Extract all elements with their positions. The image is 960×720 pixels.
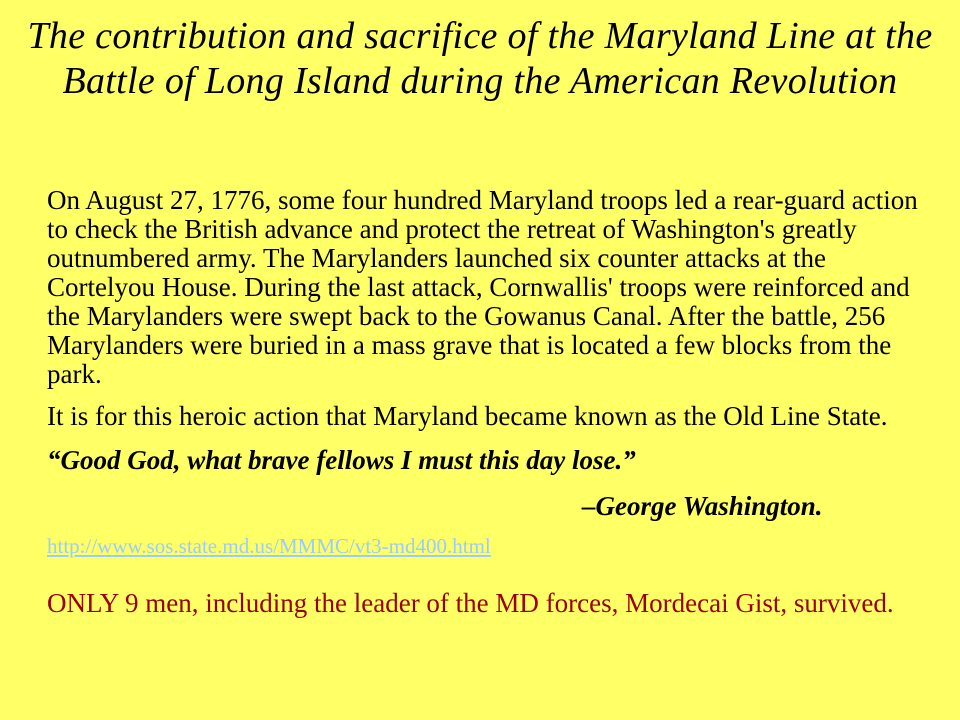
slide-title: The contribution and sacrifice of the Maryland Line at the Battle of Long Island during the American Revolution: [27, 15, 933, 102]
slide-body: [47, 186, 932, 618]
body-paragraph-old-line-state: It is for this heroic action that Maryland became known as the Old Line State.: [47, 401, 888, 431]
quote-attribution: –George Washington.: [582, 491, 823, 521]
body-paragraph-battle: On August 27, 1776, some four hundred Maryland troops led a rear-guard action to check the British advance and protect the retreat of Washington's greatly outnumbered army. The Marylanders launched six counter attacks at the Cortelyou House. During the last attack, Cornwallis' troops were reinforced and the Marylanders were swept back to the Gowanus Canal. After the battle, 256 Marylanders were buried in a mass grave that is located a few blocks from the park.: [47, 185, 918, 389]
washington-quote: “Good God, what brave fellows I must this day lose.”: [47, 445, 636, 475]
survivors-note: ONLY 9 men, including the leader of the MD forces, Mordecai Gist, survived.: [47, 588, 894, 618]
source-link[interactable]: http://www.sos.state.md.us/MMMC/vt3-md400.html: [47, 534, 491, 558]
